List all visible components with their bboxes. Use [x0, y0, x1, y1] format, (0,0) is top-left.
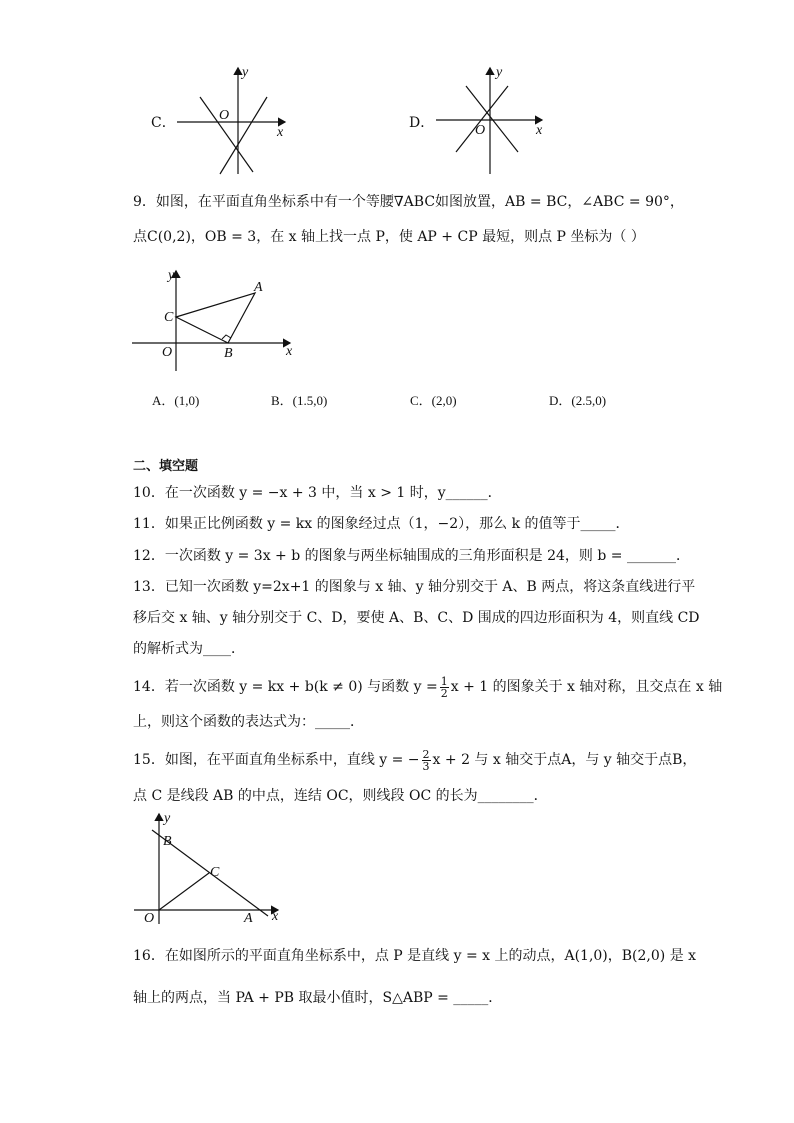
q9-option-c-letter: C． — [410, 393, 432, 408]
q9-option-b-value: (1.5,0) — [292, 393, 328, 408]
q9-o-label: O — [162, 345, 173, 360]
q8-option-d-label: D． — [409, 115, 435, 131]
q16-line-2: 轴上的两点，当 PA + PB 取最小值时，S△ABP = _____． — [133, 990, 503, 1006]
q13-line-2: 移后交 x 轴、y 轴分别交于 C、D，要使 A、B、C、D 围成的四边形面积为 4，则直线 CD — [133, 610, 700, 626]
q15-pre: 15．如图，在平面直角坐标系中，直线 y = − — [133, 752, 420, 768]
q15-y-label: y — [164, 811, 171, 826]
q15-line-2: 点 C 是线段 AB 的中点，连结 OC，则线段 OC 的长为________． — [133, 788, 548, 804]
q15-b-label: B — [163, 834, 172, 849]
q15-a-label: A — [244, 911, 253, 926]
q15-line-1 — [133, 746, 696, 774]
q8d-y-label: y — [496, 65, 503, 80]
q15-frac-den: 3 — [422, 759, 430, 773]
q9-option-c-value: (2,0) — [431, 393, 457, 408]
q11-text: 11．如果正比例函数 y = kx 的图象经过点（1，−2），那么 k 的值等于_____． — [133, 516, 630, 532]
q15-x-label: x — [272, 909, 279, 924]
q9-y-label: y — [168, 268, 175, 283]
q8c-origin-label: O — [219, 108, 230, 123]
q10-text: 10．在一次函数 y = −x + 3 中，当 x > 1 时，y______． — [133, 485, 502, 501]
q9-option-c[interactable] — [410, 390, 457, 409]
q14-line-1 — [133, 673, 722, 701]
q9-option-a-letter: A． — [152, 393, 175, 408]
q15-o-label: O — [144, 911, 155, 926]
q8-graph-c — [175, 62, 295, 177]
q9-figure — [130, 265, 305, 375]
q15-frac-num: 2 — [422, 747, 430, 761]
q9-line-1: 9．如图，在平面直角坐标系中有一个等腰∇ABC如图放置，AB = BC，∠ABC = 90°， — [133, 194, 684, 210]
q8c-x-label: x — [277, 125, 284, 140]
q9-x-label: x — [286, 344, 293, 359]
q9-line-2: 点C(0,2)，OB = 3，在 x 轴上找一点 P，使 AP + CP 最短，则点 P 坐标为（ ） — [133, 229, 645, 245]
q9-b-label: B — [224, 346, 233, 361]
q9-option-b[interactable] — [271, 390, 327, 409]
q9-option-a-value: (1,0) — [174, 393, 200, 408]
q9-option-d[interactable] — [549, 390, 606, 409]
q8-graph-d — [432, 62, 552, 177]
q14-frac-den: 2 — [440, 686, 448, 700]
q15-c-label: C — [210, 865, 220, 880]
q15-figure — [130, 810, 290, 928]
q8d-x-label: x — [536, 123, 543, 138]
q8-option-c-label: C． — [151, 115, 176, 131]
q8d-origin-label: O — [475, 123, 486, 138]
q14-pre: 14．若一次函数 y = kx + b(k ≠ 0) 与函数 y = — [133, 679, 438, 695]
q16-line-1: 16．在如图所示的平面直角坐标系中，点 P 是直线 y = x 上的动点，A(1,0)，B(2,0) 是 x — [133, 948, 697, 964]
q9-option-d-letter: D． — [549, 393, 572, 408]
q14-post: x + 1 的图象关于 x 轴对称，且交点在 x 轴 — [450, 679, 723, 695]
q13-line-3: 的解析式为____． — [133, 641, 245, 657]
q9-c-label: C — [164, 310, 174, 325]
q13-line-1: 13．已知一次函数 y=2x+1 的图象与 x 轴、y 轴分别交于 A、B 两点，将这条直线进行平 — [133, 579, 696, 595]
q8c-y-label: y — [242, 65, 249, 80]
q14-frac-num: 1 — [440, 674, 448, 688]
q15-fraction — [422, 749, 431, 772]
q9-a-label: A — [254, 280, 263, 295]
q12-text: 12．一次函数 y = 3x + b 的图象与两坐标轴围成的三角形面积是 24，则 b = _______． — [133, 548, 690, 564]
q9-option-d-value: (2.5,0) — [571, 393, 607, 408]
q9-option-a[interactable] — [152, 390, 199, 409]
q15-post: x + 2 与 x 轴交于点A，与 y 轴交于点B， — [432, 752, 697, 768]
q9-option-b-letter: B． — [271, 393, 293, 408]
section-fill-in-title: 二、填空题 — [133, 459, 199, 474]
q14-fraction — [440, 676, 449, 699]
q14-line-2: 上，则这个函数的表达式为：_____． — [133, 714, 364, 730]
